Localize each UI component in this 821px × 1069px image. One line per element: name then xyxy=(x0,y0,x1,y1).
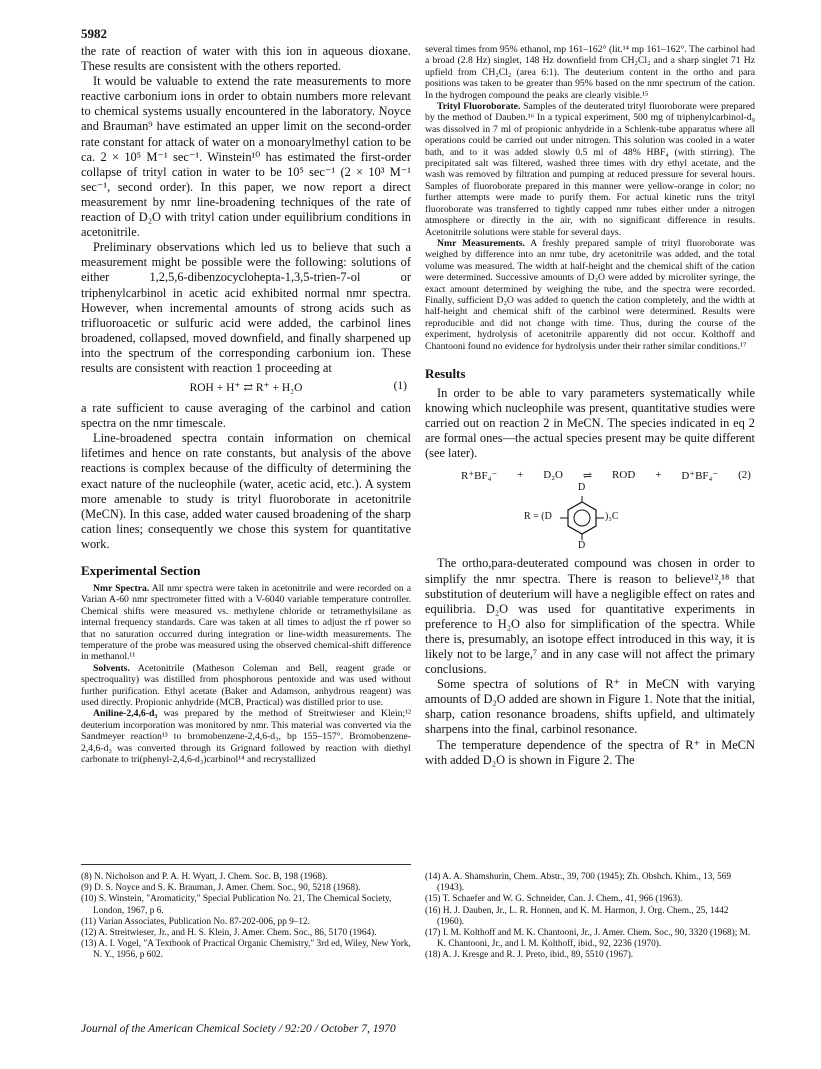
structure-left-label: R = (D xyxy=(524,511,552,523)
nmr-spectra-paragraph xyxy=(81,583,411,663)
eq2-equilibrium-arrow: ⇌ xyxy=(582,470,593,483)
reference-item: (11) Varian Associates, Publication No. 87-202-006, pp 9–12. xyxy=(81,916,311,927)
results-heading: Results xyxy=(425,365,466,381)
intro-paragraph-4: a rate sufficient to cause averaging of the carbinol and cation spectra on the nmr timescale. xyxy=(81,401,411,431)
aniline-text: was prepared by the method of Streitwieser and Klein;¹² deuterium incorporation was monitored by nmr. This material was converted via the Sandmeyer reaction¹³ to bromobenzene-2,4,6-d₃, bp 155–157°. Bromobenzene-2,4,6-d₃ was converted through its Grignard followed by reaction with diethyl carbonate to tri(phenyl-2,4,6-d₃)carbinol¹⁴ and recrystallized xyxy=(81,708,412,766)
solvents-paragraph xyxy=(81,663,411,709)
trityl-paragraph xyxy=(425,101,755,238)
benzene-ring-structure xyxy=(425,486,755,550)
reference-item: (14) A. A. Shamshurin, Chem. Abstr., 39, 700 (1945); Zh. Obshch. Khim., 13, 569 (1943). xyxy=(425,872,732,894)
reference-item: (16) H. J. Dauben, Jr., L. R. Honnen, and K. M. Harmon, J. Org. Chem., 25, 1442 (1960). xyxy=(425,905,729,927)
references-left xyxy=(81,872,411,962)
structure-right-label: )₃C xyxy=(605,511,619,523)
trityl-text: Samples of the deuterated trityl fluoroborate were prepared by the method of Dauben.¹⁶ In a typical experiment, 500 mg of triphenylcarbinol-d₉ was dissolved in 7 ml of propionic anhydride in a Schlenk-tube apparatus where all operations could be carried out under nitrogen. This solution was cooled in a water bath, and to it was added slowly 0.5 ml of 48% HBF₄ (with stirring). The precipitated salt was filtered, washed three times with dry ethyl acetate, and the wash was removed by filtration and pumping at reduced pressure for several hours. Samples of fluoroborate prepared in this manner were yellow-orange in color; no further attempts were made to purify them. For actual kinetic runs the trityl fluoroborate was transferred to tightly capped nmr tubes either under a nitrogen atmosphere or directly in the air, with no significant difference in results. Acetonitrile solutions were stable for several days. xyxy=(425,101,755,238)
reference-item: (13) A. I. Vogel, "A Textbook of Practical Organic Chemistry," 3rd ed, Wiley, New York, N. Y., 1956, p 602. xyxy=(81,939,411,961)
results-paragraph-4: The temperature dependence of the spectra of R⁺ in MeCN with added D₂O is shown in Figure 2. The xyxy=(425,737,755,767)
intro-paragraph-1: the rate of reaction of water with this ion in aqueous dioxane. These results are consistent with the others reported. xyxy=(81,44,411,74)
recrystallization-paragraph: several times from 95% ethanol, mp 161–162° (lit.¹⁴ mp 161–162°. The carbinol had a broad (2.8 Hz) singlet, 148 Hz downfield from CH₂Cl₂ and a sharp singlet 71 Hz upfield from CH₂Cl₂ (area 6:1). The deuterium content in the ortho and para positions was taken to be greater than 95% based on the nmr spectrum of the cation. In the hydrogen compound the peaks are clearly visible.¹⁵ xyxy=(425,44,755,101)
left-column xyxy=(81,44,411,766)
aniline-paragraph xyxy=(81,708,411,765)
eq2-reactant-1: R⁺BF₄⁻ xyxy=(461,470,498,483)
nmr-measurements-paragraph xyxy=(425,238,755,352)
equation-1-text: ROH + H⁺ ⇄ R⁺ + H₂O xyxy=(189,382,303,395)
results-paragraph-3: Some spectra of solutions of R⁺ in MeCN with varying amounts of D₂O added are shown in Figure 1. Note that the initial, sharp, cation resonance broadens, shifts upfield, and ultimately sharpens into the final, carbinol resonance. xyxy=(425,677,755,737)
right-column xyxy=(425,44,755,768)
aniline-runin: Aniline-2,4,6-d₃ xyxy=(93,708,158,720)
deuterium-bottom-label: D xyxy=(578,540,586,552)
structure-diagram xyxy=(425,482,755,552)
eq2-product-2: D⁺BF₄⁻ xyxy=(681,470,719,483)
journal-footer: Journal of the American Chemical Society / 92:20 / October 7, 1970 xyxy=(81,1023,396,1035)
reference-item: (17) I. M. Kolthoff and M. K. Chantooni, Jr., J. Amer. Chem. Soc., 90, 3320 (1968); M. K. Chantooni, Jr., and I. M. Kolthoff, ibid., 92, 2236 (1970). xyxy=(425,928,751,950)
references-right xyxy=(425,872,755,962)
solvents-runin: Solvents. xyxy=(93,662,130,674)
benzene-ring xyxy=(568,502,596,534)
page-number: 5982 xyxy=(81,26,107,41)
eq2-number: (2) xyxy=(738,469,751,482)
solvents-text: Acetonitrile (Matheson Coleman and Bell, reagent grade or spectroquality) was distilled from phosphorous pentoxide and was used without further purification. Ethyl acetate (Baker and Adamson, anhydrous reagent) was used directly. Propionic anhydride (MCB, Practical) was distilled prior to use. xyxy=(81,662,411,709)
reference-item: (18) A. J. Kresge and R. J. Preto, ibid., 89, 5510 (1967). xyxy=(425,950,634,961)
intro-paragraph-5: Line-broadened spectra contain information on chemical lifetimes and hence on rate constants, but analysis of the above reactions is complex because of the difficulty of determining the exact nature of the nucleophile (water, acetic acid, etc.). A system more amenable to study is trityl fluoroborate in acetonitrile (MeCN). In this case, added water caused broadening of the sharp cation lines; consequently we chose this system for quantitative work. xyxy=(81,431,411,551)
intro-paragraph-3: Preliminary observations which led us to believe that such a measurement might be possible were the following: solutions of either 1,2,5,6-dibenzocyclohepta-1,3,5-trien-7-ol or triphenylcarbinol in acetic acid exhibited normal nmr spectra. However, when incremental amounts of strong acids such as trifluoroacetic or sulfuric acid were added, the carbinol lines broadened, collapsed, moved downfield, and finally sharpened up into the spectrum of the corresponding carbonium ion. These results are consistent with reaction 1 proceeding at xyxy=(81,240,411,375)
eq2-product-1: ROD xyxy=(612,469,636,482)
results-paragraph-2: The ortho,para-deuterated compound was chosen in order to simplify the nmr spectra. There is reason to believe¹²,¹⁸ that substitution of deuterium will have a negligible effect on rates and equilibria. D₂O was used for quantitative experiments in preference to H₂O also for simplification of the spectra. While there is, presumably, an isotope effect introduced in this way, it is likely not to be large,⁷ and in any case will not affect the primary conclusions. xyxy=(425,556,755,677)
reference-item: (12) A. Streitwieser, Jr., and H. S. Klein, J. Amer. Chem. Soc., 86, 5170 (1964). xyxy=(81,928,377,939)
results-paragraph-1: In order to be able to vary parameters systematically while knowing which nucleophile was present, quantitative studies were carried out on reaction 2 in MeCN. The species indicated in eq 2 are formal ones—the actual species present may be quite different (see later). xyxy=(425,385,755,461)
equation-1-number: (1) xyxy=(393,380,407,393)
reference-item: (9) D. S. Noyce and S. K. Brauman, J. Amer. Chem. Soc., 90, 5218 (1968). xyxy=(81,883,361,894)
nmr-spectra-runin: Nmr Spectra. xyxy=(93,583,150,594)
reference-item: (15) T. Schaefer and W. G. Schneider, Can. J. Chem., 41, 966 (1963). xyxy=(425,894,683,905)
references-divider-left xyxy=(81,864,411,865)
eq2-reactant-2: D₂O xyxy=(543,469,564,482)
experimental-heading: Experimental Section xyxy=(81,563,201,578)
trityl-runin: Trityl Fluoroborate. xyxy=(437,101,521,113)
eq2-plus-2: + xyxy=(655,469,662,482)
reference-item: (8) N. Nicholson and P. A. H. Wyatt, J. Chem. Soc. B, 198 (1968). xyxy=(81,872,328,882)
eq2-plus-1: + xyxy=(517,469,524,482)
deuterium-top-label: D xyxy=(578,482,586,494)
nmr-measurements-runin: Nmr Measurements. xyxy=(437,237,525,249)
reference-item: (10) S. Winstein, "Aromaticity," Special Publication No. 21, The Chemical Society, London, 1967, p 6. xyxy=(81,894,392,916)
equation-2 xyxy=(425,469,755,482)
nmr-spectra-text: All nmr spectra were taken in acetonitrile and were recorded on a Varian A-60 nmr spectrometer fitted with a V-6040 variable temperature controller. Chemical shifts were measured vs. methylene chloride or tetramethylsilane as internal frequency standards. Care was taken at all times to adjust the rf power so that no saturation occurred during integration or line-width measurements. The temperature of the probe was measured using the observed chemical-shift difference in methanol.¹¹ xyxy=(81,583,412,663)
nmr-measurements-text: A freshly prepared sample of trityl fluoroborate was weighed by difference into an nmr tube, dry acetonitrile was added, and the total volume was measured. The width at half-height and the chemical shift of the cation were determined. Successive amounts of D₂O were added by microliter syringe, the exact amount determined by weighing the tube, and the spectra were recorded. Finally, sufficient D₂O was added to quench the cation completely, and the width at half-height and chemical shift of the carbinol were determined. Results were reproducible and did not change with time. Thus, during the course of the experiment, hydrolysis of acetonitrile apparently did not occur. Kolthoff and Chantooni found no evidence for hydrolysis under their rather similar conditions.¹⁷ xyxy=(425,237,755,352)
aromatic-circle xyxy=(574,510,590,526)
intro-paragraph-2: It would be valuable to extend the rate measurements to more reactive carbonium ions in order to obtain numbers more relevant to chemical systems usually encountered in the laboratory. Noyce and Brauman⁹ have estimated an upper limit on the second-order rate constant for attack of water on a monoarylmethyl cation to be ca. 2 × 10⁵ M⁻¹ sec⁻¹. Winstein¹⁰ has estimated the first-order collapse of trityl cation in water to be 10⁵ sec⁻¹ (2 × 10³ M⁻¹ sec⁻¹, second order). In this paper, we now report a direct measurement by nmr line-broadening techniques of the rate of reaction of D₂O with trityl cation under equilibrium conditions in acetonitrile. xyxy=(81,74,411,240)
equation-1 xyxy=(81,380,411,396)
